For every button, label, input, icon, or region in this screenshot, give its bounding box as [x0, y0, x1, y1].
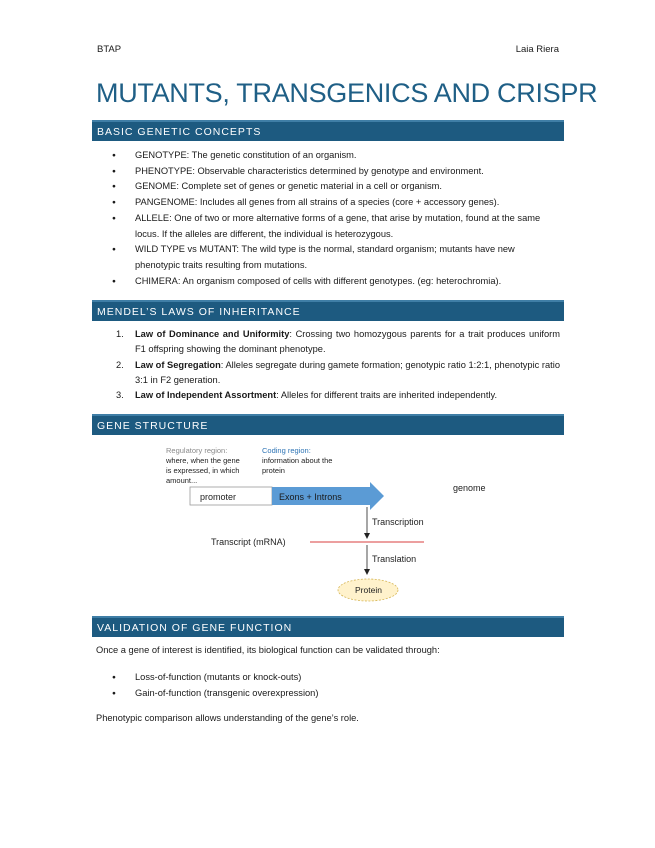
regulatory-line: amount... [166, 476, 198, 485]
section-heading-basic: BASIC GENETIC CONCEPTS [92, 120, 564, 141]
gene-structure-diagram [162, 441, 496, 605]
regulatory-line: is expressed, in which [166, 466, 240, 475]
arrowhead [364, 569, 370, 575]
regulatory-title: Regulatory region: [166, 446, 228, 455]
section-heading-gene: GENE STRUCTURE [92, 414, 564, 435]
section-heading-validation: VALIDATION OF GENE FUNCTION [92, 616, 564, 637]
transcription-label: Transcription [372, 517, 424, 527]
law-term: Law of Dominance and Uniformity [135, 329, 290, 339]
exons-introns-label: Exons + Introns [279, 492, 342, 502]
list-item: ● Loss-of-function (mutants or knock-outs) [112, 670, 560, 686]
validation-outro: Phenotypic comparison allows understanding of the gene’s role. [96, 713, 359, 723]
header-author: Laia Riera [515, 44, 559, 55]
promoter-label: promoter [200, 492, 237, 502]
list-item: ● ALLELE: One of two or more alternative forms of a gene, that arise by mutation, found at the same locus. If the alleles are different, the individual is heterozygous. [112, 211, 560, 242]
list-item: 3. Law of Independent Assortment: Alleles for different traits are inherited independently. [116, 390, 498, 401]
translation-label: Translation [372, 554, 417, 564]
protein-label: Protein [355, 585, 382, 595]
list-item: ● GENOTYPE: The genetic constitution of an organism. [112, 148, 560, 164]
list-item: ● Gain-of-function (transgenic overexpression) [112, 686, 560, 702]
regulatory-line: where, when the gene [166, 456, 240, 465]
mendel-laws-list [112, 327, 560, 403]
list-item: ● PHENOTYPE: Observable characteristics determined by genotype and environment. [112, 164, 560, 180]
law-term: Law of Segregation [135, 359, 221, 370]
transcript-label: Transcript (mRNA) [211, 537, 286, 547]
list-item: 2. Law of Segregation: Alleles segregate during gamete formation; genotypic ratio 1:2:1, phenotypic ratio 3:1 in F2 generation. [116, 359, 561, 385]
section-heading-mendel: MENDEL’S LAWS OF INHERITANCE [92, 300, 564, 321]
genome-label: genome [453, 483, 486, 493]
coding-line: protein [262, 466, 285, 475]
list-item: ● PANGENOME: Includes all genes from all strains of a species (core + accessory genes). [112, 195, 560, 211]
page-title: MUTANTS, TRANSGENICS AND CRISPR [96, 78, 598, 108]
law-term: Law of Independent Assortment [135, 390, 277, 401]
list-item: ● CHIMERA: An organism composed of cells with different genotypes. (eg: heterochromia). [112, 274, 560, 290]
coding-title: Coding region: [262, 446, 311, 455]
list-item: 1. Law of Dominance and Uniformity: Crossing two homozygous parents for a trait produces uniform F1 offspring showing the dominant phenotype. [116, 329, 561, 355]
validation-list [112, 670, 560, 701]
validation-intro: Once a gene of interest is identified, its biological function can be validated through: [96, 645, 440, 655]
arrowhead [364, 533, 370, 539]
header-course: BTAP [97, 44, 122, 55]
coding-line: information about the [262, 456, 333, 465]
list-item: ● GENOME: Complete set of genes or genetic material in a cell or organism. [112, 179, 560, 195]
basic-concepts-list [112, 148, 560, 289]
list-item: ● WILD TYPE vs MUTANT: The wild type is the normal, standard organism; mutants have new phenotypic traits resulting from mutations. [112, 242, 560, 273]
